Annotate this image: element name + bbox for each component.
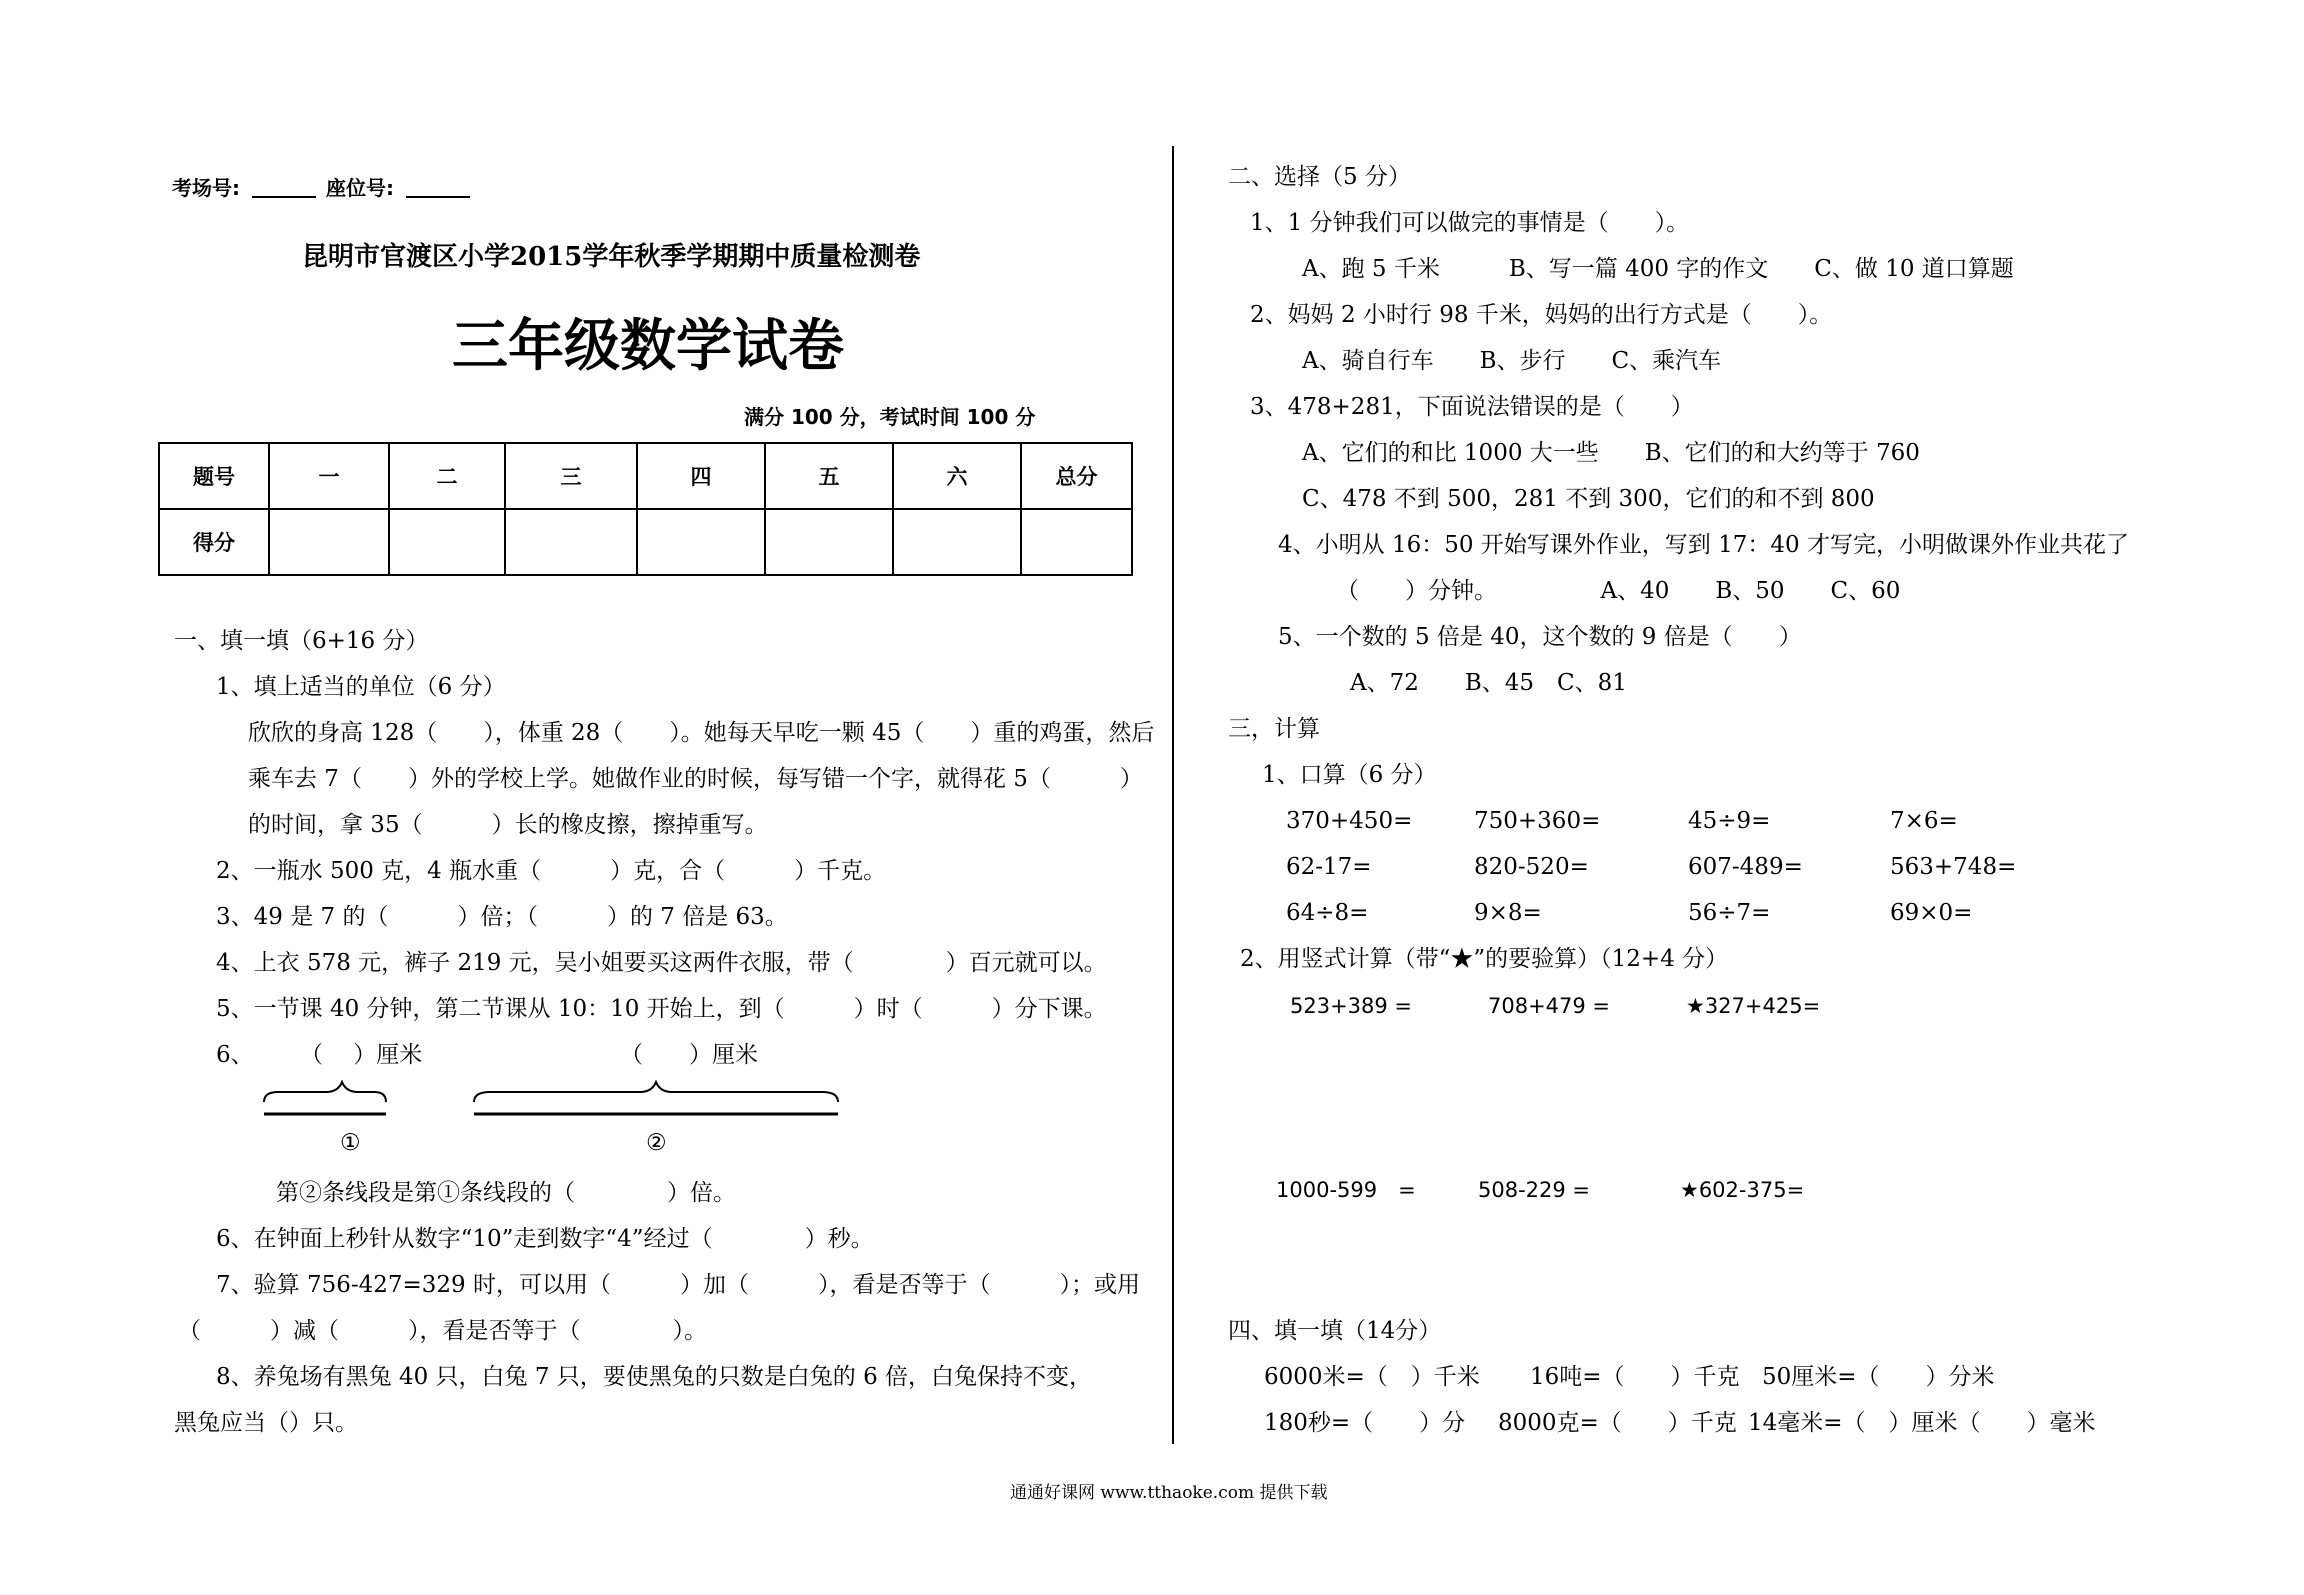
table-cell: 总分 (1021, 443, 1132, 509)
choice-options-4: （ ）分钟。 A、40 B、50 C、60 (1336, 578, 1901, 604)
table-cell: 五 (765, 443, 893, 509)
score-input-cell[interactable] (269, 509, 389, 575)
question-8-line: 8、养兔场有黑兔 40 只，白兔 7 只，要使黑兔的只数是白兔的 6 倍，白兔保持不变， (216, 1364, 1093, 1390)
oral-calc-item: 750+360= (1474, 808, 1601, 834)
vertical-calc-item: ★602-375= (1680, 1178, 1805, 1202)
page-title: 三年级数学试卷 (452, 314, 844, 379)
oral-calc-item: 7×6= (1890, 808, 1958, 834)
oral-calc-item: 45÷9= (1688, 808, 1771, 834)
choice-question-4: 4、小明从 16：50 开始写课外作业，写到 17：40 才写完，小明做课外作业共花了 (1278, 532, 2129, 558)
oral-calc-item: 69×0= (1890, 900, 1973, 926)
seat-label: 座位号: (326, 176, 394, 200)
question-2: 2、一瓶水 500 克，4 瓶水重（ ）克，合（ ）千克。 (216, 858, 887, 884)
choice-options-3a: A、它们的和比 1000 大一些 B、它们的和大约等于 760 (1302, 440, 1920, 466)
segment-2-label: （ ）厘米 (620, 1042, 758, 1068)
question-1-line: 欣欣的身高 128（ ），体重 28（ ）。她每天早吃一颗 45（ ）重的鸡蛋，然后 (248, 720, 1155, 746)
vertical-calc-title: 2、用竖式计算（带“★”的要验算）（12+4 分） (1240, 946, 1729, 972)
oral-calc-item: 607-489= (1688, 854, 1803, 880)
table-cell: 三 (505, 443, 637, 509)
table-row (159, 443, 1132, 509)
table-cell: 得分 (159, 509, 269, 575)
question-7-line: （ ）减（ ），看是否等于（ ）。 (178, 1318, 707, 1344)
choice-question-2: 2、妈妈 2 小时行 98 千米，妈妈的出行方式是（ ）。 (1250, 302, 1833, 328)
score-input-cell[interactable] (637, 509, 765, 575)
question-5: 5、一节课 40 分钟，第二节课从 10：10 开始上，到（ ）时（ ）分下课。 (216, 996, 1107, 1022)
table-cell: 题号 (159, 443, 269, 509)
score-table (158, 442, 1133, 576)
unit-fill-item: 180秒=（ ）分 (1264, 1410, 1466, 1436)
oral-calc-item: 563+748= (1890, 854, 2017, 880)
exam-room-label: 考场号: (172, 176, 240, 200)
exam-info-line (172, 172, 480, 201)
oral-calc-item: 64÷8= (1286, 900, 1369, 926)
table-cell: 四 (637, 443, 765, 509)
unit-fill-item: 14毫米=（ ）厘米（ ）毫米 (1748, 1410, 2096, 1436)
unit-fill-item: 16吨=（ ）千克 (1530, 1364, 1740, 1390)
choice-options-2: A、骑自行车 B、步行 C、乘汽车 (1302, 348, 1722, 374)
question-1-line: 的时间，拿 35（ ）长的橡皮擦，擦掉重写。 (248, 812, 768, 838)
unit-fill-item: 8000克=（ ）千克 (1498, 1410, 1737, 1436)
unit-fill-item: 50厘米=（ ）分米 (1762, 1364, 1995, 1390)
line-segments-figure (250, 1080, 850, 1120)
choice-question-3: 3、478+281，下面说法错误的是（ ） (1250, 394, 1694, 420)
question-6b: 6、在钟面上秒针从数字“10”走到数字“4”经过（ ）秒。 (216, 1226, 874, 1252)
table-cell: 六 (893, 443, 1021, 509)
footer-credit: 通通好课网 www.tthaoke.com 提供下载 (1010, 1483, 1328, 1503)
question-6-number: 6、 (216, 1042, 254, 1068)
score-input-cell[interactable] (893, 509, 1021, 575)
score-input-cell[interactable] (389, 509, 505, 575)
score-input-cell[interactable] (765, 509, 893, 575)
oral-calc-item: 56÷7= (1688, 900, 1771, 926)
choice-options-1: A、跑 5 千米 B、写一篇 400 字的作文 C、做 10 道口算题 (1302, 256, 2014, 282)
brace-2 (474, 1082, 838, 1102)
question-3: 3、49 是 7 的（ ）倍；（ ）的 7 倍是 63。 (216, 904, 788, 930)
question-1-line: 乘车去 7（ ）外的学校上学。她做作业的时候，每写错一个字，就得花 5（ ） (248, 766, 1143, 792)
choice-question-5: 5、一个数的 5 倍是 40，这个数的 9 倍是（ ） (1278, 624, 1802, 650)
question-6-text: 第②条线段是第①条线段的（ ）倍。 (276, 1180, 736, 1206)
question-7-line: 7、验算 756-427=329 时，可以用（ ）加（ ），看是否等于（ ）；或用 (216, 1272, 1140, 1298)
oral-calc-item: 370+450= (1286, 808, 1413, 834)
choice-question-1: 1、1 分钟我们可以做完的事情是（ ）。 (1250, 210, 1690, 236)
vertical-calc-item: ★327+425= (1686, 994, 1821, 1018)
choice-options-3c: C、478 不到 500，281 不到 300，它们的和不到 800 (1302, 486, 1875, 512)
segment-1-marker: ① (340, 1130, 361, 1156)
oral-calc-item: 9×8= (1474, 900, 1542, 926)
section-4-title: 四、填一填（14分） (1228, 1318, 1442, 1344)
column-divider (1172, 146, 1174, 1444)
section-2-title: 二、选择（5 分） (1228, 164, 1411, 190)
question-1-title: 1、填上适当的单位（6 分） (216, 674, 506, 700)
score-input-cell[interactable] (1021, 509, 1132, 575)
question-4: 4、上衣 578 元，裤子 219 元，吴小姐要买这两件衣服，带（ ）百元就可以。 (216, 950, 1107, 976)
table-cell: 一 (269, 443, 389, 509)
question-8-line: 黑兔应当（）只。 (174, 1410, 358, 1436)
choice-options-5: A、72 B、45 C、81 (1350, 670, 1627, 696)
table-cell: 二 (389, 443, 505, 509)
vertical-calc-item: 1000-599 = (1276, 1178, 1416, 1202)
vertical-calc-item: 508-229 = (1478, 1178, 1591, 1202)
segment-1-label: （ ）厘米 (300, 1042, 423, 1068)
table-row (159, 509, 1132, 575)
oral-calc-title: 1、口算（6 分） (1262, 762, 1437, 788)
seat-blank (406, 196, 470, 198)
unit-fill-item: 6000米=（ ）千米 (1264, 1364, 1480, 1390)
score-input-cell[interactable] (505, 509, 637, 575)
exam-subtitle: 昆明市官渡区小学2015学年秋季学期期中质量检测卷 (302, 242, 921, 272)
vertical-calc-item: 708+479 = (1488, 994, 1611, 1018)
section-1-title: 一、填一填（6+16 分） (174, 628, 429, 654)
brace-1 (264, 1082, 386, 1102)
oral-calc-item: 62-17= (1286, 854, 1372, 880)
vertical-calc-item: 523+389 = (1290, 994, 1413, 1018)
oral-calc-item: 820-520= (1474, 854, 1589, 880)
segment-2-marker: ② (646, 1130, 667, 1156)
section-3-title: 三，计算 (1228, 716, 1320, 742)
exam-room-blank (252, 196, 316, 198)
full-score-note: 满分 100 分，考试时间 100 分 (744, 405, 1036, 429)
